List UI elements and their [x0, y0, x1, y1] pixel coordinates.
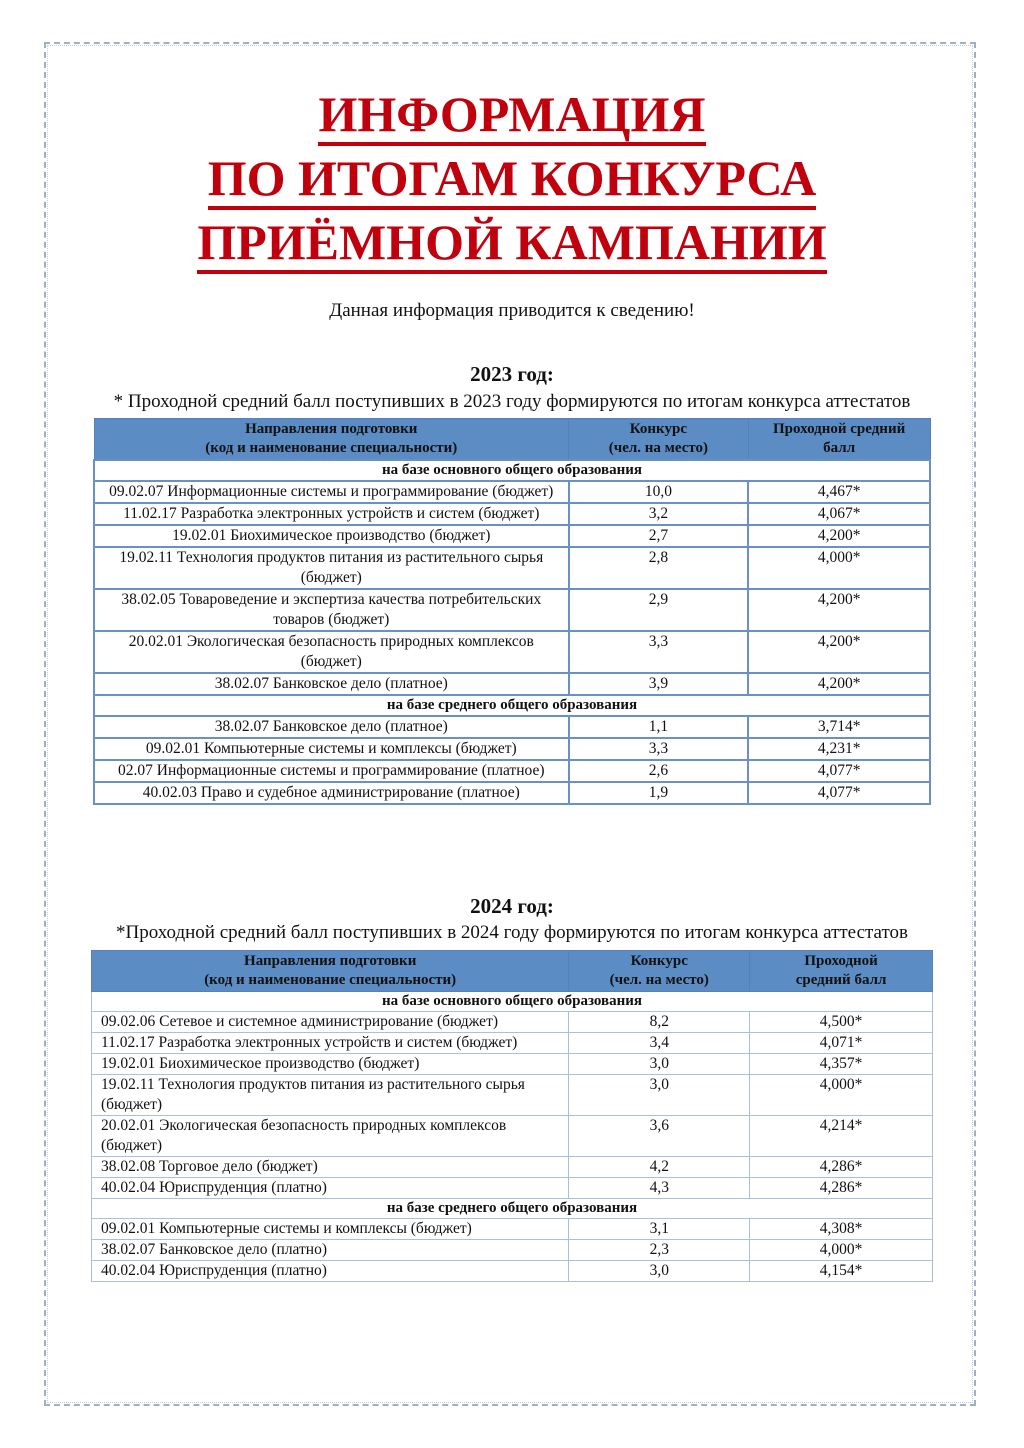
table-row [94, 631, 930, 673]
table-row [94, 547, 930, 589]
specialty-cell: 20.02.01 Экологическая безопасность природных комплексов (бюджет) [94, 631, 569, 673]
competition-cell: 1,1 [569, 716, 749, 738]
table-row [94, 716, 930, 738]
score-cell: 3,714* [748, 716, 930, 738]
competition-cell: 3,6 [569, 1116, 750, 1157]
title-line-2: ПО ИТОГАМ КОНКУРСА [0, 146, 1024, 210]
table-row [92, 1033, 933, 1054]
specialty-cell: 20.02.01 Экологическая безопасность природных комплексов (бюджет) [92, 1116, 569, 1157]
competition-cell: 2,6 [569, 760, 749, 782]
group-row [92, 992, 933, 1012]
header-specialty: Направления подготовки (код и наименование специальности) [92, 951, 569, 992]
competition-cell: 2,3 [569, 1240, 750, 1261]
table-row [94, 589, 930, 631]
score-cell: 4,000* [750, 1075, 933, 1116]
specialty-cell: 11.02.17 Разработка электронных устройств и систем (бюджет) [92, 1033, 569, 1054]
score-cell: 4,214* [750, 1116, 933, 1157]
score-cell: 4,000* [750, 1240, 933, 1261]
specialty-cell: 19.02.11 Технология продуктов питания из растительного сырья (бюджет) [92, 1075, 569, 1116]
table-row [94, 782, 930, 804]
header-competition: Конкурс (чел. на место) [569, 419, 749, 461]
table-row [92, 1054, 933, 1075]
table-row [92, 1157, 933, 1178]
score-cell: 4,077* [748, 760, 930, 782]
table-row [92, 1012, 933, 1033]
table-row [94, 525, 930, 547]
section-2024-year: 2024 год: [470, 894, 554, 918]
table-row [94, 481, 930, 503]
competition-cell: 2,7 [569, 525, 749, 547]
competition-cell: 3,4 [569, 1033, 750, 1054]
specialty-cell: 19.02.01 Биохимическое производство (бюджет) [92, 1054, 569, 1075]
competition-cell: 3,0 [569, 1054, 750, 1075]
competition-cell: 3,3 [569, 631, 749, 673]
page-title [0, 82, 1024, 274]
specialty-cell: 38.02.08 Торговое дело (бюджет) [92, 1157, 569, 1178]
table-row [92, 1178, 933, 1199]
group-row [94, 460, 930, 481]
competition-cell: 1,9 [569, 782, 749, 804]
score-cell: 4,500* [750, 1012, 933, 1033]
specialty-cell: 02.07 Информационные системы и программирование (платное) [94, 760, 569, 782]
score-cell: 4,200* [748, 631, 930, 673]
score-cell: 4,231* [748, 738, 930, 760]
specialty-cell: 38.02.05 Товароведение и экспертиза качества потребительских товаров (бюджет) [94, 589, 569, 631]
score-cell: 4,200* [748, 525, 930, 547]
header-score: Проходной средний балл [748, 419, 930, 461]
header-specialty: Направления подготовки (код и наименование специальности) [94, 419, 569, 461]
score-cell: 4,467* [748, 481, 930, 503]
group-label: на базе основного общего образования [94, 460, 930, 481]
competition-cell: 3,3 [569, 738, 749, 760]
title-line-3: ПРИЁМНОЙ КАМПАНИИ [0, 210, 1024, 274]
competition-cell: 8,2 [569, 1012, 750, 1033]
competition-cell: 4,3 [569, 1178, 750, 1199]
score-cell: 4,286* [750, 1178, 933, 1199]
competition-cell: 10,0 [569, 481, 749, 503]
score-cell: 4,200* [748, 589, 930, 631]
score-cell: 4,286* [750, 1157, 933, 1178]
table-row [94, 673, 930, 695]
table-row [92, 1261, 933, 1282]
header-score: Проходной средний балл [750, 951, 933, 992]
competition-cell: 2,8 [569, 547, 749, 589]
results-table-2024 [91, 950, 933, 1282]
specialty-cell: 09.02.06 Сетевое и системное администрирование (бюджет) [92, 1012, 569, 1033]
specialty-cell: 09.02.01 Компьютерные системы и комплексы (бюджет) [94, 738, 569, 760]
lead-text: Данная информация приводится к сведению! [329, 300, 695, 321]
header-competition: Конкурс (чел. на место) [569, 951, 750, 992]
table-header-row [92, 951, 933, 992]
table-row [94, 503, 930, 525]
specialty-cell: 38.02.07 Банковское дело (платное) [94, 673, 569, 695]
specialty-cell: 19.02.01 Биохимическое производство (бюджет) [94, 525, 569, 547]
title-line-1: ИНФОРМАЦИЯ [0, 82, 1024, 146]
table-row [92, 1219, 933, 1240]
table-row [94, 760, 930, 782]
section-2023-note: * Проходной средний балл поступивших в 2023 году формируются по итогам конкурса аттестатов [113, 391, 911, 412]
score-cell: 4,071* [750, 1033, 933, 1054]
score-cell: 4,357* [750, 1054, 933, 1075]
specialty-cell: 40.02.04 Юриспруденция (платно) [92, 1261, 569, 1282]
score-cell: 4,308* [750, 1219, 933, 1240]
specialty-cell: 11.02.17 Разработка электронных устройств и систем (бюджет) [94, 503, 569, 525]
table-row [92, 1075, 933, 1116]
score-cell: 4,154* [750, 1261, 933, 1282]
group-row [94, 695, 930, 716]
competition-cell: 2,9 [569, 589, 749, 631]
specialty-cell: 09.02.01 Компьютерные системы и комплексы (бюджет) [92, 1219, 569, 1240]
specialty-cell: 40.02.04 Юриспруденция (платно) [92, 1178, 569, 1199]
group-row [92, 1199, 933, 1219]
group-label: на базе среднего общего образования [92, 1199, 933, 1219]
table-row [92, 1116, 933, 1157]
competition-cell: 3,0 [569, 1261, 750, 1282]
results-table-2023 [93, 418, 931, 805]
specialty-cell: 38.02.07 Банковское дело (платное) [94, 716, 569, 738]
section-2024-note: *Проходной средний балл поступивших в 2024 году формируются по итогам конкурса аттестатов [115, 922, 909, 943]
score-cell: 4,077* [748, 782, 930, 804]
specialty-cell: 09.02.07 Информационные системы и программирование (бюджет) [94, 481, 569, 503]
section-2023-year: 2023 год: [470, 362, 554, 386]
group-label: на базе среднего общего образования [94, 695, 930, 716]
table-header-row [94, 419, 930, 461]
table-row [92, 1240, 933, 1261]
competition-cell: 3,0 [569, 1075, 750, 1116]
group-label: на базе основного общего образования [92, 992, 933, 1012]
specialty-cell: 19.02.11 Технология продуктов питания из растительного сырья (бюджет) [94, 547, 569, 589]
competition-cell: 3,1 [569, 1219, 750, 1240]
competition-cell: 3,2 [569, 503, 749, 525]
specialty-cell: 38.02.07 Банковское дело (платно) [92, 1240, 569, 1261]
table-row [94, 738, 930, 760]
score-cell: 4,200* [748, 673, 930, 695]
competition-cell: 3,9 [569, 673, 749, 695]
competition-cell: 4,2 [569, 1157, 750, 1178]
score-cell: 4,067* [748, 503, 930, 525]
specialty-cell: 40.02.03 Право и судебное администрирование (платное) [94, 782, 569, 804]
score-cell: 4,000* [748, 547, 930, 589]
